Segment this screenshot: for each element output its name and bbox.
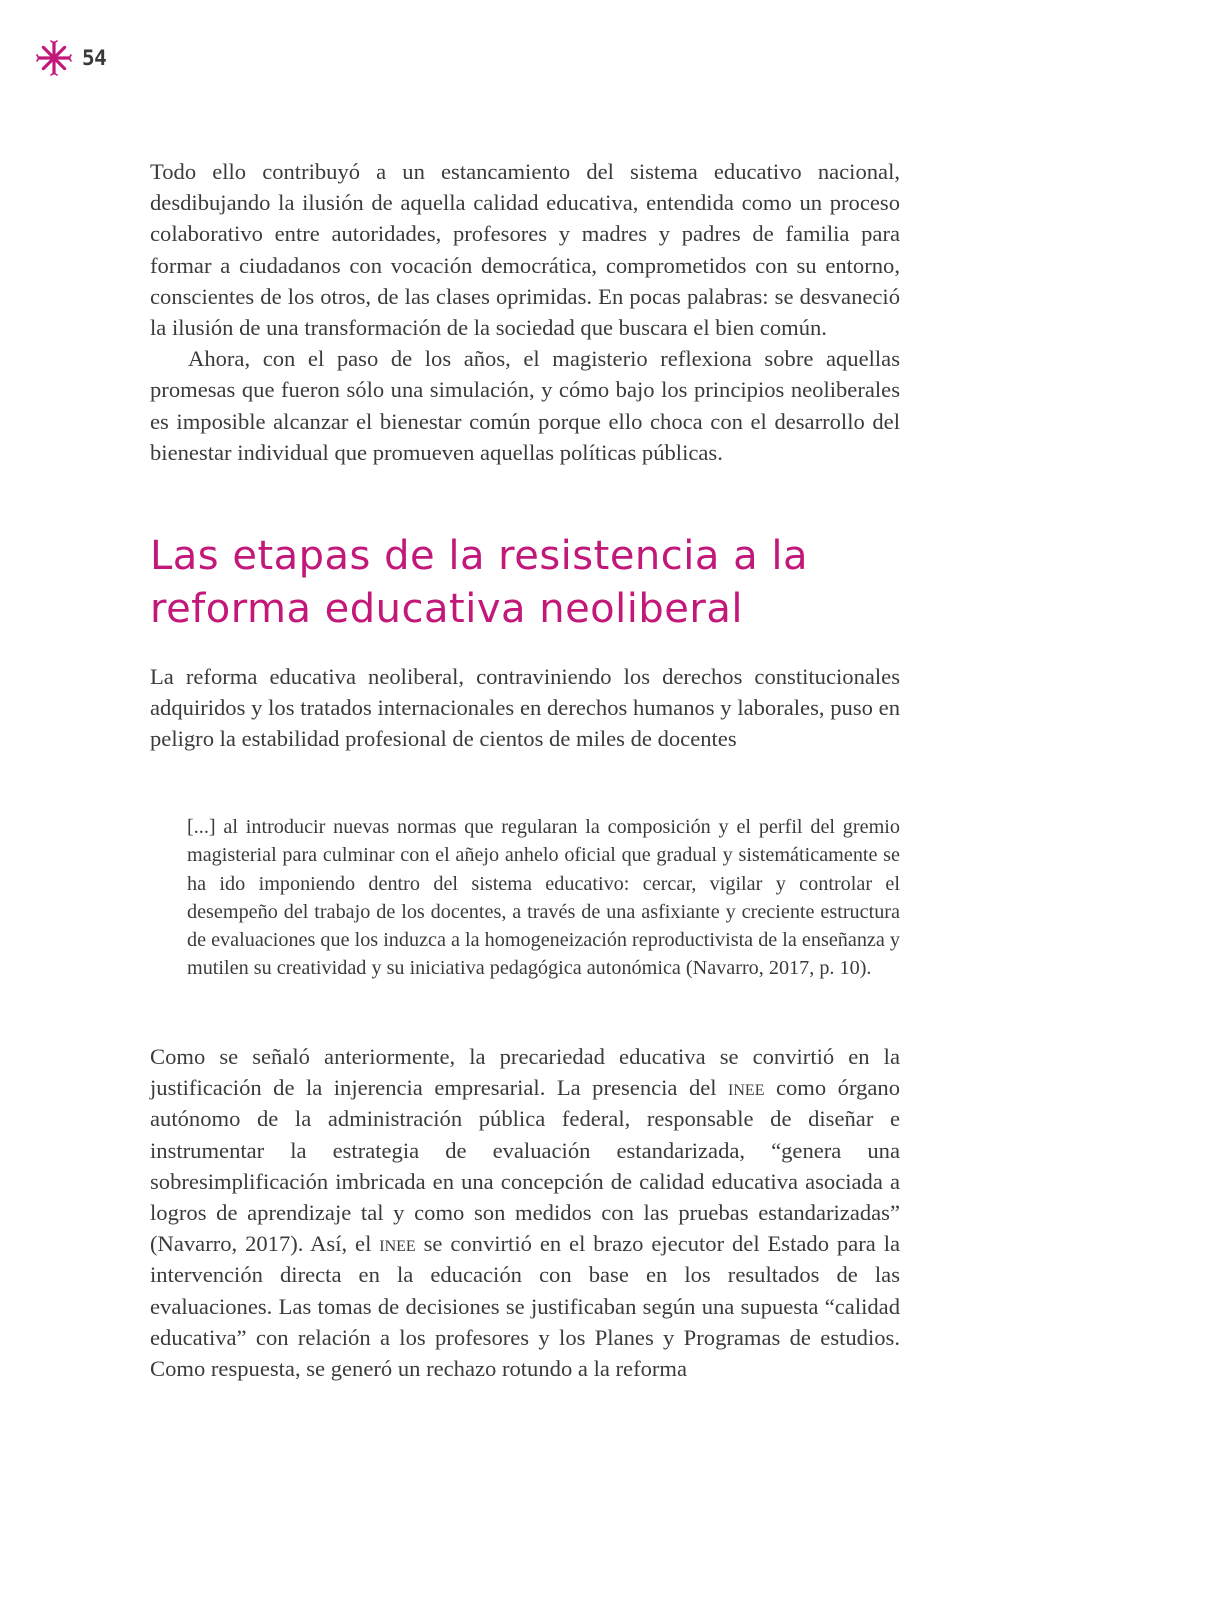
page-number: 54 (82, 46, 107, 70)
page-header (36, 40, 106, 76)
section-paragraph-1: La reforma educativa neoliberal, contraviniendo los derechos constitucionales adquiridos y los tratados internacionales en derechos humanos y laborales, puso en peligro la estabilidad profesional de cientos de miles de docentes (150, 664, 900, 752)
section-intro (150, 661, 900, 755)
paragraph-2-text-b: como órgano autónomo de la administración pública federal, responsable de diseñar e instrumentar la estrategia de evaluación estandarizada, “genera una sobresimplificación imbricada en una concepción de calidad educativa asociada a logros de aprendizaje tal y como son medidos con las pruebas estandarizadas” (Navarro, 2017). Así, el (150, 1075, 900, 1257)
paragraph-2-text-a: Como se señaló anteriormente, la precariedad educativa se convirtió en la justificación de la injerencia empresarial. La presencia del (150, 1044, 900, 1101)
section-body (150, 1041, 900, 1384)
paragraph-2-text-c: se convirtió en el brazo ejecutor del Estado para la intervención directa en la educación con base en los resultados de las evaluaciones. Las tomas de decisiones se justificaban según una supuesta “calidad educativa” con relación a los profesores y los Planes y Programas de estudios. Como respuesta, se generó un rechazo rotundo a la reforma (150, 1231, 900, 1382)
inee-acronym: inee (379, 1231, 416, 1257)
intro-text (150, 156, 900, 468)
section-paragraph-2 (150, 1041, 900, 1384)
asterisk-ornament-icon (36, 40, 72, 76)
intro-paragraph-2: Ahora, con el paso de los años, el magisterio reflexiona sobre aquellas promesas que fueron sólo una simulación, y cómo bajo los principios neoliberales es imposible alcanzar el bienestar común porque ello choca con el desarrollo del bienestar individual que promueven aquellas políticas públicas. (150, 346, 900, 465)
section-heading: Las etapas de la resistencia a la reforma educativa neoliberal (150, 533, 808, 632)
block-quote: [...] al introducir nuevas normas que regularan la composición y el perfil del gremio magisterial para culminar con el añejo anhelo oficial que gradual y sistemáticamente se ha ido imponiendo dentro del sistema educativo: cercar, vigilar y controlar el desempeño del trabajo de los docentes, a través de una asfixiante y creciente estructura de evaluaciones que los induzca a la homogeneización reproductivista de la enseñanza y mutilen su creatividad y su iniciativa pedagógica autonómica (Navarro, 2017, p. 10). (187, 816, 900, 980)
intro-paragraph-1: Todo ello contribuyó a un estancamiento del sistema educativo nacional, desdibujando la ilusión de aquella calidad educativa, entendida como un proceso colaborativo entre autoridades, profesores y madres y padres de familia para formar a ciudadanos con vocación democrática, comprometidos con su entorno, conscientes de los otros, de las clases oprimidas. En pocas palabras: se desvaneció la ilusión de una transformación de la sociedad que buscara el bien común. (150, 159, 900, 341)
inee-acronym: inee (728, 1075, 765, 1101)
